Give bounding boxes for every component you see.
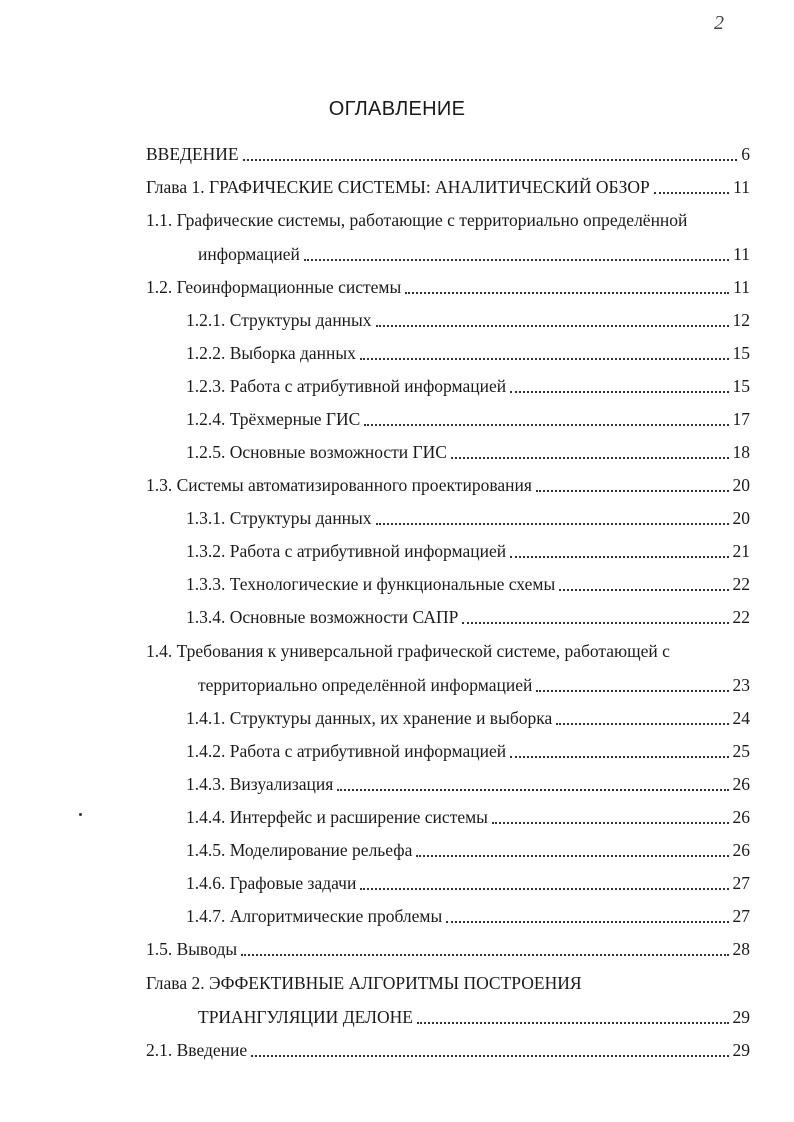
toc-entry-label: 1.4.4. Интерфейс и расширение системы [186,807,488,827]
toc-entry-page: 20 [732,508,750,528]
toc-entry-1-3[interactable] [0,471,794,501]
toc-entry-label: 1.4.2. Работа с атрибутивной информацией [186,741,507,761]
toc-entry-1-2-3[interactable] [0,372,794,402]
toc-entry-1-2[interactable] [0,273,794,303]
toc-entry-page: 24 [732,708,750,728]
toc-entry-1-3-2[interactable] [0,537,794,567]
toc-entry-label: 1.5. Выводы [146,939,238,959]
toc-entry-1-4-6[interactable] [0,869,794,899]
leader-dots [416,855,728,857]
toc-entry-1-1[interactable] [0,206,794,270]
toc-entry-1-4-1[interactable] [0,704,794,734]
toc-entry-label: 1.4.3. Визуализация [186,774,334,794]
leader-dots [536,690,728,692]
leader-dots [556,723,728,725]
leader-dots [559,589,728,591]
toc-entry-page: 15 [732,376,750,396]
toc-entry-label: 1.3. Системы автоматизированного проектирования [146,475,532,495]
toc-entry-page: 17 [732,409,750,429]
toc-entry-label: 1.3.4. Основные возможности САПР [186,607,459,627]
toc-entry-label: территориально определённой информацией [198,675,533,695]
toc-entry-label-line1: 1.4. Требования к универсальной графической системе, работающей с [146,641,670,661]
toc-entry-1-4-3[interactable] [0,770,794,800]
toc-entry-1-4-7[interactable] [0,902,794,932]
toc-entry-page: 26 [732,774,750,794]
toc-entry-page: 28 [732,939,750,959]
toc-entry-label: 1.4.1. Структуры данных, их хранение и выборка [186,708,553,728]
toc-entry-page: 21 [732,541,750,561]
toc-entry-label: Глава 1. ГРАФИЧЕСКИЕ СИСТЕМЫ: АНАЛИТИЧЕСКИЙ ОБЗОР [146,177,650,197]
leader-dots [241,954,728,956]
toc-entry-label: 1.4.7. Алгоритмические проблемы [186,906,443,926]
toc-entry-page: 11 [733,244,750,264]
toc-entry-1-2-4[interactable] [0,405,794,435]
leader-dots [364,424,728,426]
toc-entry-chapter-2[interactable] [0,969,794,1033]
toc-entry-1-4-5[interactable] [0,836,794,866]
toc-entry-page: 26 [732,840,750,860]
leader-dots [510,556,728,558]
toc-entry-1-3-4[interactable] [0,603,794,633]
leader-dots [337,789,728,791]
toc-entry-page: 27 [732,906,750,926]
toc-entry-introduction[interactable] [0,140,794,170]
toc-entry-label: информацией [198,244,300,264]
toc-entry-label: 1.2.5. Основные возможности ГИС [186,442,447,462]
toc-entry-page: 23 [732,675,750,695]
toc-entry-1-2-5[interactable] [0,438,794,468]
leader-dots [446,921,728,923]
toc-entry-page: 20 [732,475,750,495]
leader-dots [360,358,729,360]
toc-entry-label: 1.3.2. Работа с атрибутивной информацией [186,541,507,561]
toc-entry-chapter-1[interactable] [0,173,794,203]
leader-dots [243,159,738,161]
toc-entry-label: 1.2.1. Структуры данных [186,310,372,330]
toc-entry-label: 1.2.3. Работа с атрибутивной информацией [186,376,507,396]
toc-entry-page: 29 [732,1007,750,1027]
leader-dots [376,523,729,525]
toc-entry-1-5[interactable] [0,935,794,965]
leader-dots [536,490,729,492]
toc-entry-page: 15 [732,343,750,363]
toc-entry-page: 11 [733,277,750,297]
toc-entry-label: ТРИАНГУЛЯЦИИ ДЕЛОНЕ [198,1007,413,1027]
toc-entry-1-4-2[interactable] [0,737,794,767]
toc-entry-1-2-2[interactable] [0,339,794,369]
toc-entry-page: 12 [732,310,750,330]
toc-entry-label: 1.2.4. Трёхмерные ГИС [186,409,361,429]
leader-dots [376,325,729,327]
page-title: ОГЛАВЛЕНИЕ [328,98,466,120]
toc-entry-label: ВВЕДЕНИЕ [146,144,239,164]
leader-dots [304,259,729,261]
toc-entry-page: 18 [732,442,750,462]
toc-entry-page: 27 [732,873,750,893]
toc-entry-page: 6 [741,144,750,164]
toc-entry-page: 26 [732,807,750,827]
leader-dots [462,622,728,624]
toc-entry-page: 11 [733,177,750,197]
leader-dots [251,1055,728,1057]
toc-entry-2-1[interactable] [0,1036,794,1066]
toc-entry-1-2-1[interactable] [0,306,794,336]
toc-entry-page: 29 [732,1040,750,1060]
toc-entry-page: 25 [732,741,750,761]
toc-entry-label: 2.1. Введение [146,1040,248,1060]
toc-entry-label: 1.3.1. Структуры данных [186,508,372,528]
toc-entry-1-4-4[interactable] [0,803,794,833]
leader-dots [510,391,728,393]
leader-dots [405,292,729,294]
toc-entry-label: 1.3.3. Технологические и функциональные схемы [186,574,556,594]
toc-entry-label: 1.2.2. Выборка данных [186,343,356,363]
toc-entry-label-line1: Глава 2. ЭФФЕКТИВНЫЕ АЛГОРИТМЫ ПОСТРОЕНИЯ [146,973,582,993]
toc-entry-1-3-1[interactable] [0,504,794,534]
toc-entry-1-4[interactable] [0,637,794,701]
toc-entry-label-line1: 1.1. Графические системы, работающие с территориально определённой [146,210,688,230]
toc-entry-page: 22 [732,574,750,594]
leader-dots [510,756,728,758]
leader-dots [417,1022,729,1024]
toc-entry-label: 1.4.6. Графовые задачи [186,873,357,893]
page-number: 2 [714,12,724,34]
toc-entry-label: 1.2. Геоинформационные системы [146,277,402,297]
leader-dots [451,457,729,459]
toc-entry-label: 1.4.5. Моделирование рельефа [186,840,413,860]
toc-entry-page: 22 [732,607,750,627]
leader-dots [654,192,729,194]
scan-speck [79,813,82,816]
leader-dots [492,822,729,824]
leader-dots [360,888,728,890]
toc-entry-1-3-3[interactable] [0,570,794,600]
